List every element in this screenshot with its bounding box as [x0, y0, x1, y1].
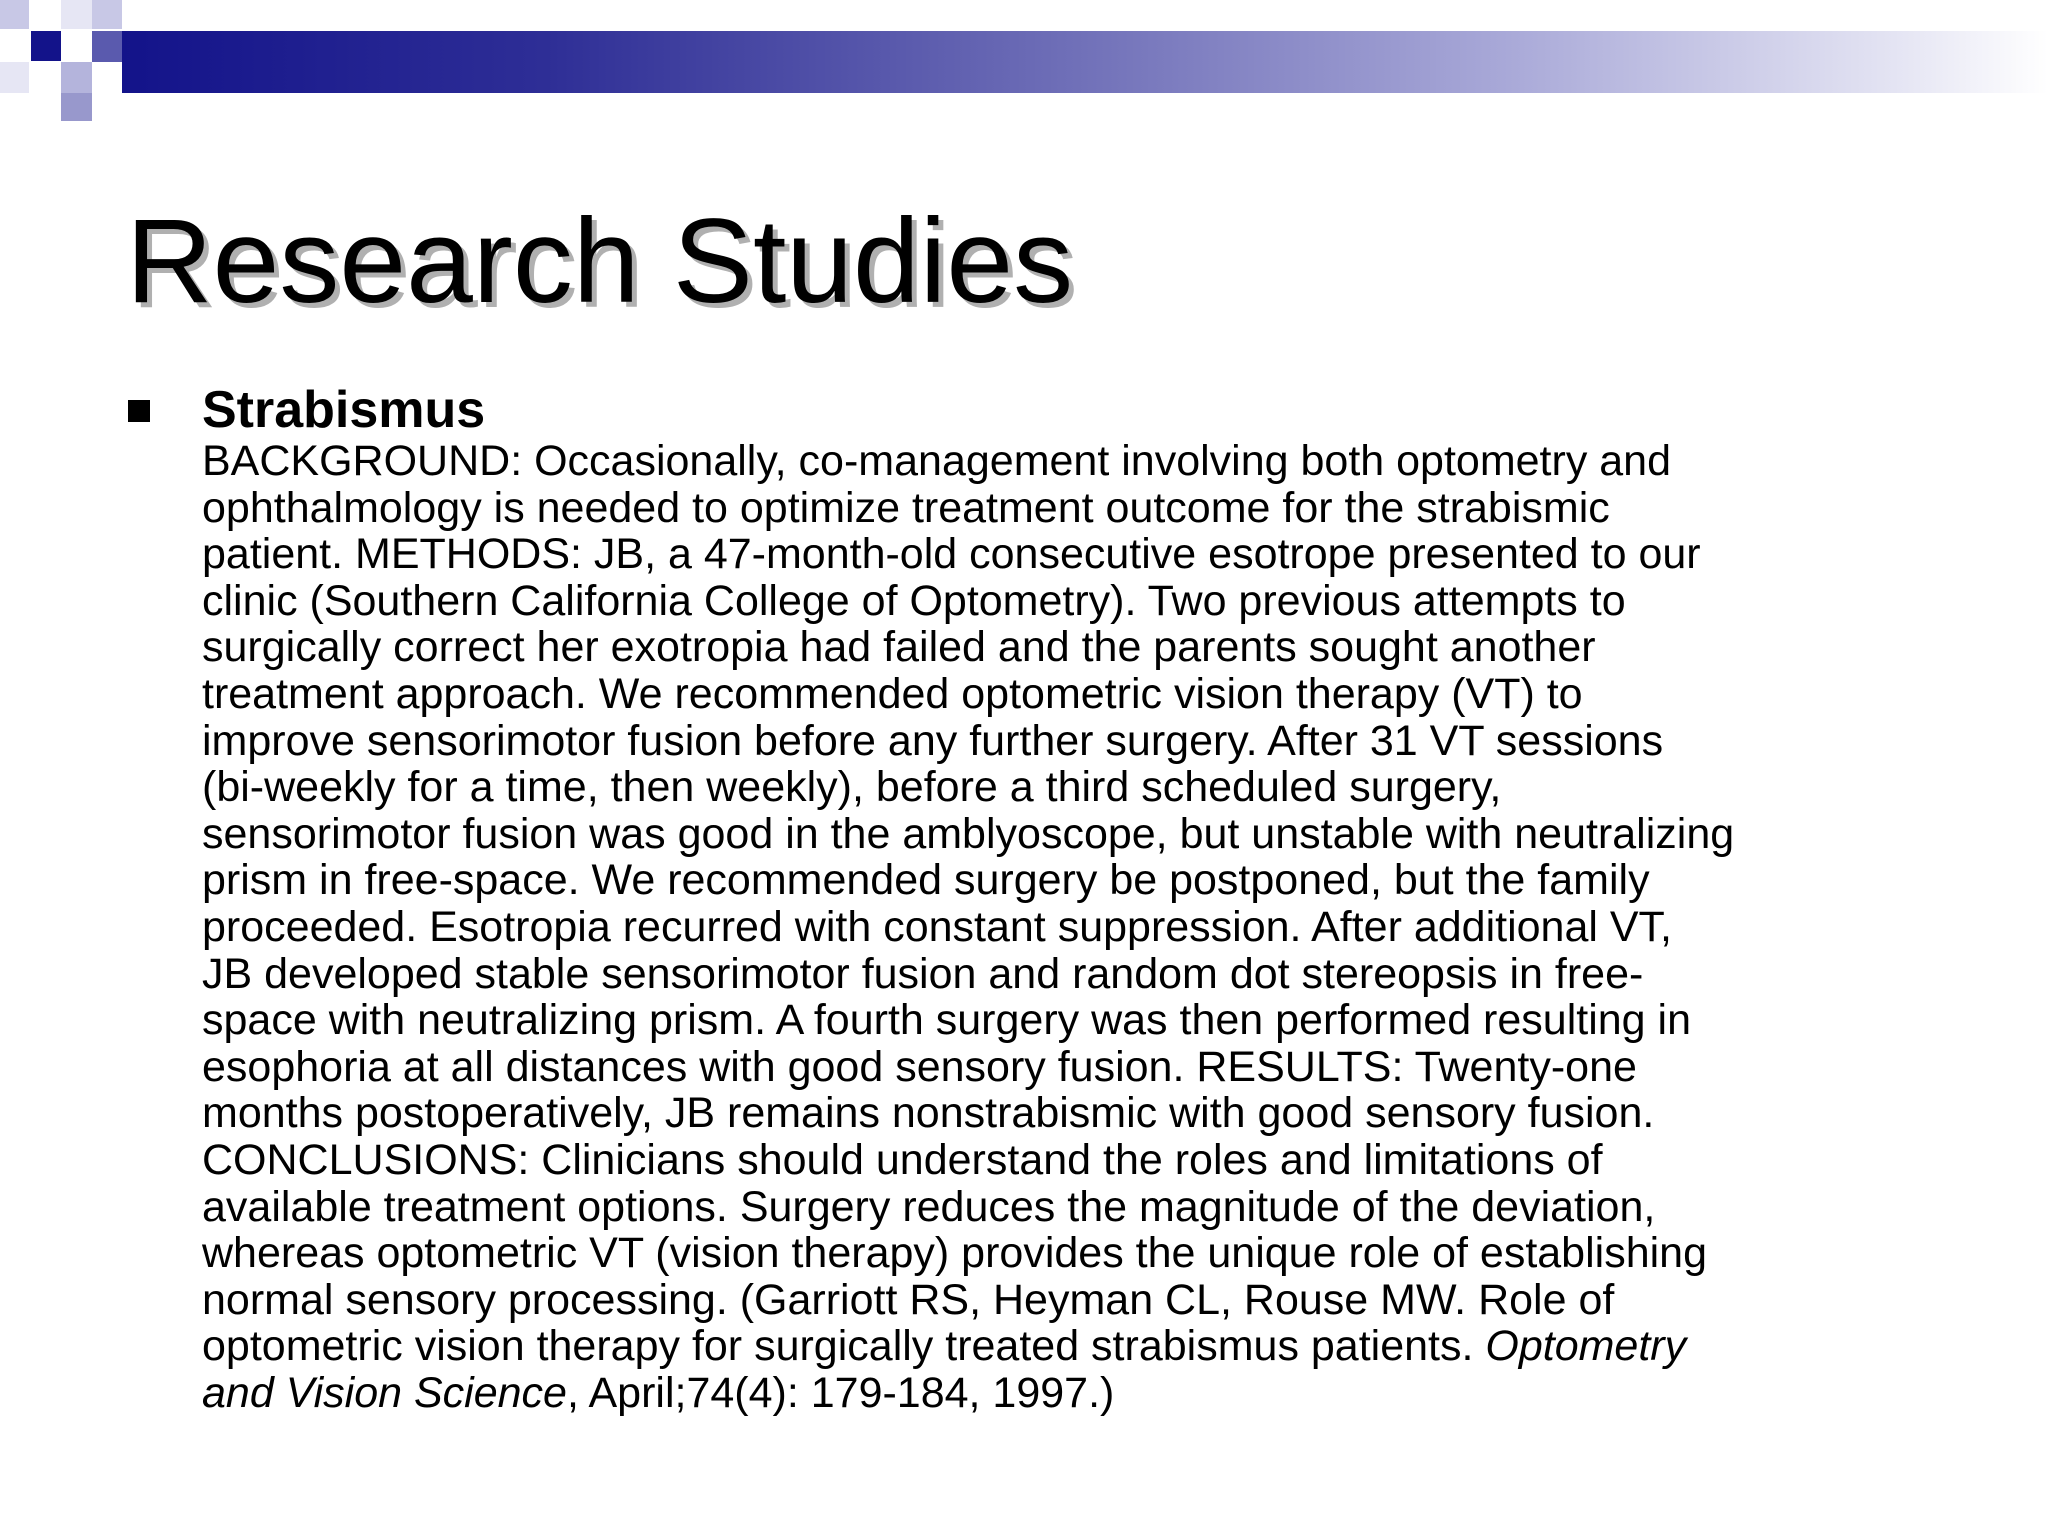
abstract-line: whereas optometric VT (vision therapy) provides the unique role of establishing: [202, 1229, 1707, 1278]
decorative-square: [61, 62, 92, 93]
abstract-line: BACKGROUND: Occasionally, co-management involving both optometry and: [202, 437, 1672, 485]
journal-name: and Vision Science: [202, 1368, 567, 1417]
abstract-line: [202, 1370, 2002, 1417]
abstract-line: esophoria at all distances with good sensory fusion. RESULTS: Twenty-one: [202, 1042, 1637, 1091]
abstract-paragraph: [202, 438, 2002, 1416]
abstract-line: months postoperatively, JB remains nonstrabismic with good sensory fusion.: [202, 1089, 1655, 1138]
decorative-square: [61, 0, 92, 29]
abstract-line: prism in free-space. We recommended surgery be postponed, but the family: [202, 856, 1650, 905]
journal-name: Optometry: [1485, 1322, 1687, 1371]
abstract-line: treatment approach. We recommended optometric vision therapy (VT) to: [202, 669, 1583, 718]
decorative-square: [0, 62, 29, 93]
abstract-line: proceeded. Esotropia recurred with constant suppression. After additional VT,: [202, 902, 1672, 951]
bullet-heading: Strabismus: [202, 381, 486, 439]
abstract-line: sensorimotor fusion was good in the amblyoscope, but unstable with neutralizing: [202, 809, 1735, 858]
bullet-content: [202, 382, 2002, 1416]
abstract-line: JB developed stable sensorimotor fusion and random dot stereopsis in free-: [202, 949, 1644, 998]
abstract-line: clinic (Southern California College of Optometry). Two previous attempts to: [202, 576, 1626, 625]
slide-title: Research Studies: [126, 194, 1074, 328]
abstract-line: improve sensorimotor fusion before any further surgery. After 31 VT sessions: [202, 716, 1664, 765]
decorative-square: [61, 93, 92, 121]
decorative-square: [31, 31, 61, 61]
bullet-square-icon: [128, 400, 150, 422]
abstract-line: [202, 1323, 2002, 1370]
abstract-line: surgically correct her exotropia had failed and the parents sought another: [202, 623, 1596, 672]
abstract-line: ophthalmology is needed to optimize treatment outcome for the strabismic: [202, 483, 1610, 532]
abstract-line: available treatment options. Surgery reduces the magnitude of the deviation,: [202, 1182, 1656, 1231]
abstract-line: space with neutralizing prism. A fourth surgery was then performed resulting in: [202, 996, 1692, 1045]
citation-text: optometric vision therapy for surgically treated strabismus patients.: [202, 1322, 1486, 1371]
abstract-line: (bi-weekly for a time, then weekly), before a third scheduled surgery,: [202, 763, 1502, 812]
decorative-square: [0, 0, 29, 29]
citation-details: , April;74(4): 179-184, 1997.): [566, 1368, 1115, 1417]
abstract-line: CONCLUSIONS: Clinicians should understand the roles and limitations of: [202, 1135, 1603, 1184]
abstract-line: normal sensory processing. (Garriott RS, Heyman CL, Rouse MW. Role of: [202, 1275, 1615, 1324]
decorative-square: [92, 31, 122, 62]
header-gradient-band: [122, 31, 2048, 93]
abstract-line: patient. METHODS: JB, a 47-month-old consecutive esotrope presented to our: [202, 530, 1701, 579]
decorative-square: [92, 0, 122, 29]
